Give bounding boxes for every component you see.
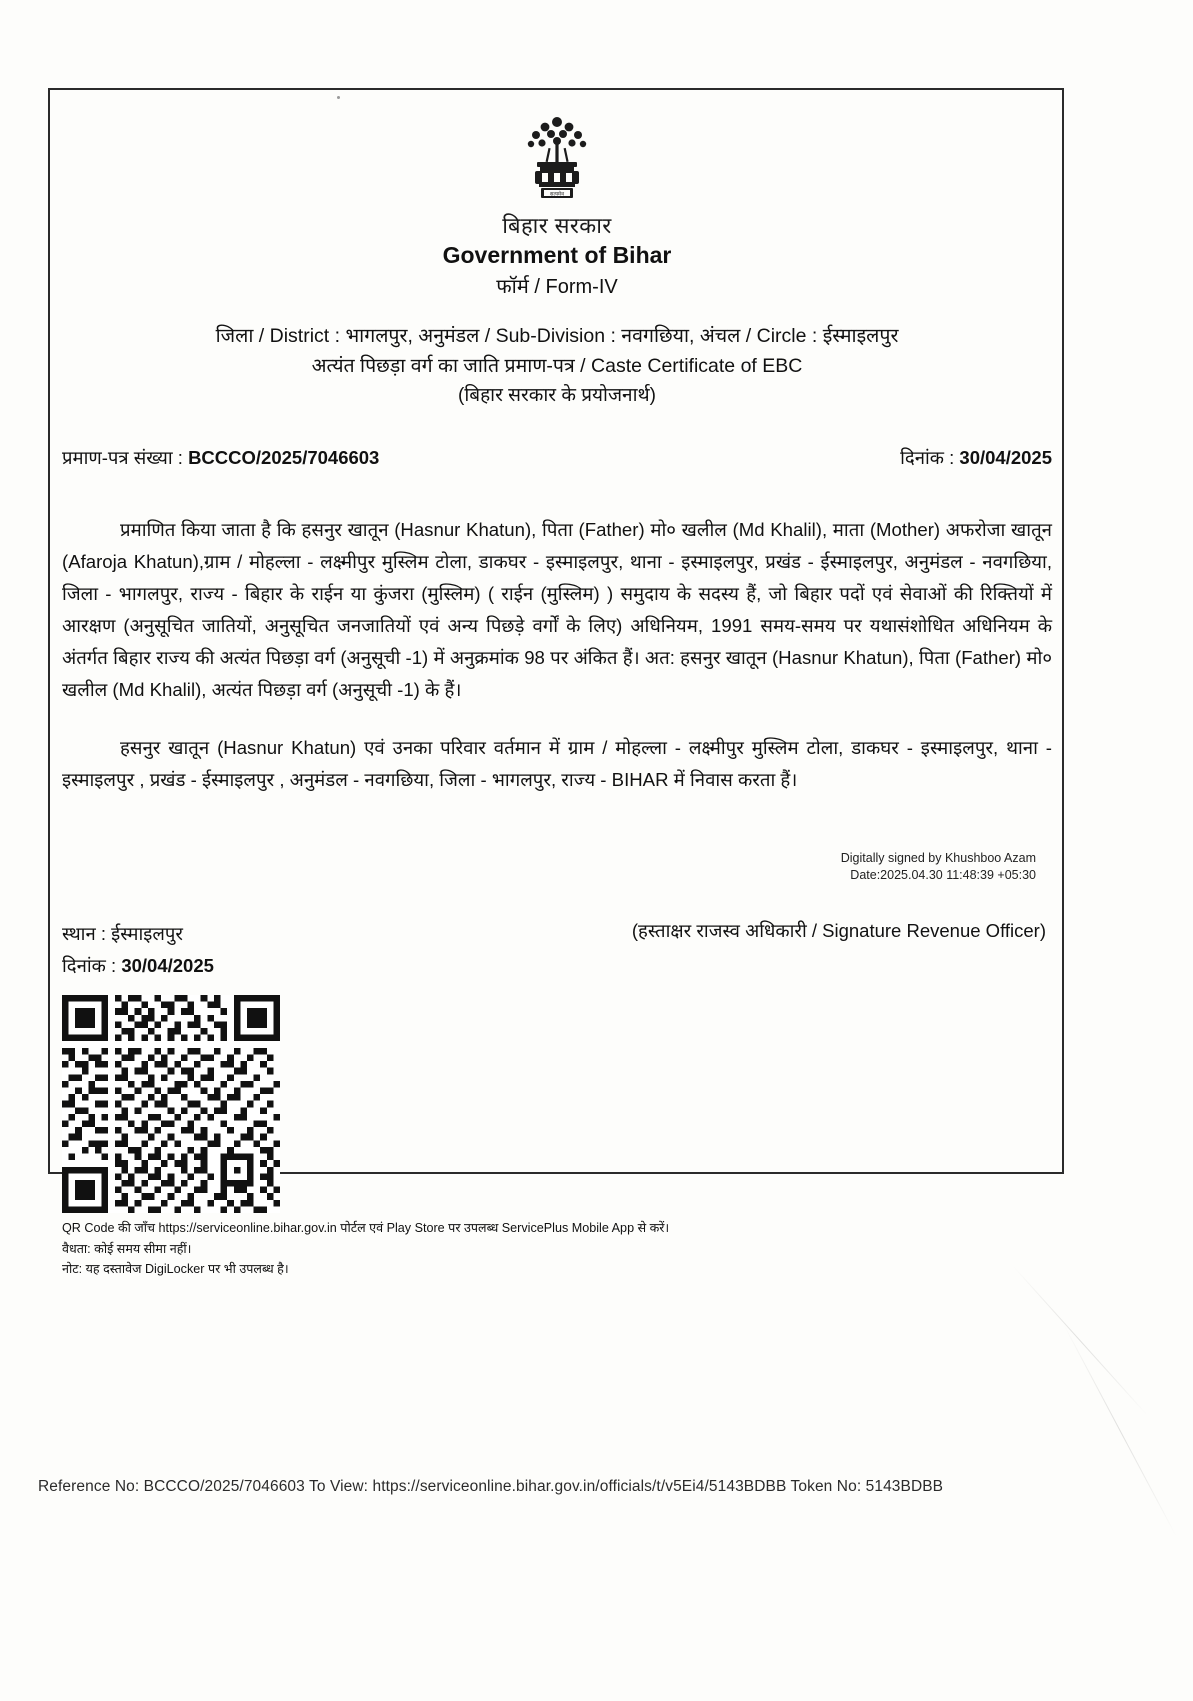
footer-date-label: दिनांक : xyxy=(62,954,122,976)
certificate-title: अत्यंत पिछड़ा वर्ग का जाति प्रमाण-पत्र / Caste Certificate of EBC xyxy=(311,355,803,378)
form-label: फॉर्म / Form-IV xyxy=(496,276,618,298)
place-date-block xyxy=(62,918,214,981)
scan-speck xyxy=(337,96,340,99)
qr-code xyxy=(62,995,280,1213)
emblem-container xyxy=(62,110,1052,206)
certificate-number-block xyxy=(62,445,379,470)
svg-text:सत्यमेव: सत्यमेव xyxy=(549,191,565,198)
issue-date-value: 30/04/2025 xyxy=(959,446,1052,468)
body-paragraph-1 xyxy=(62,514,1052,706)
gov-name-english: Government of Bihar xyxy=(442,242,672,268)
issue-date-block xyxy=(900,445,1052,470)
digital-signature-date: Date:2025.04.30 11:48:39 +05:30 xyxy=(850,867,1036,882)
footer-note-digilocker: नोट: यह दस्तावेज DigiLocker पर भी उपलब्ध है। xyxy=(62,1262,289,1277)
signature-officer-label: (हस्ताक्षर राजस्व अधिकारी / Signature Revenue Officer) xyxy=(631,920,1046,942)
digital-signature-block xyxy=(62,850,1052,885)
place-value: ईस्माइलपुर xyxy=(111,923,183,945)
body-paragraph-1-text: प्रमाणित किया जाता है कि हसनुर खातून (Hasnur Khatun), पिता (Father) मो० खलील (Md Khalil), माता (Mother) अफरोजा खातून (Afaroja Khatun),ग्राम / मोहल्ला - लक्ष्मीपुर मुस्लिम टोला, डाकघर - इस्माइलपुर, थाना - इस्माइलपुर, प्रखंड - ईस्माइलपुर, अनुमंडल - नवगछिया, जिला - भागलपुर, राज्य - बिहार के राईन या कुंजरा (मुस्लिम) ( राईन (मुस्लिम) ) समुदाय के सदस्य हैं, जो बिहार पदों एवं सेवाओं की रिक्तियों में आरक्षण (अनुसूचित जातियों, अनुसूचित जनजातियों एवं अन्य पिछड़े वर्गों के लिए) अधिनियम, 1991 समय-समय पर यथासंशोधित अधिनियम के अंतर्गत बिहार राज्य की अत्यंत पिछड़ा वर्ग (अनुसूची -1) में अनुक्रमांक 98 पर अंकित हैं। अत: हसनुर खातून (Hasnur Khatun), पिता (Father) मो० खलील (Md Khalil), अत्यंत पिछड़ा वर्ग (अनुसूची -1) के हैं। xyxy=(62,518,1052,700)
signature-row xyxy=(62,918,1052,981)
footer-note-qr: QR Code की जाँच https://serviceonline.bihar.gov.in पोर्टल एवं Play Store पर उपलब्ध ServicePlus Mobile App से करें। xyxy=(62,1221,670,1235)
gov-name-hindi: बिहार सरकार xyxy=(502,213,612,238)
footer-date-line xyxy=(62,950,214,981)
body-paragraph-2-text: हसनुर खातून (Hasnur Khatun) एवं उनका परिवार वर्तमान में ग्राम / मोहल्ला - लक्ष्मीपुर मुस्लिम टोला, डाकघर - इस्माइलपुर, थाना - इस्माइलपुर , प्रखंड - ईस्माइलपुर , अनुमंडल - नवगछिया, जिला - भागलपुर, राज्य - BIHAR में निवास करता हैं। xyxy=(62,736,1052,790)
digital-signature-signer: Digitally signed by Khushboo Azam xyxy=(840,850,1036,865)
india-state-emblem-icon xyxy=(511,110,603,206)
footer-date-value: 30/04/2025 xyxy=(121,954,214,976)
footer-note-validity: वैधता: कोई समय सीमा नहीं। xyxy=(62,1241,192,1256)
purpose-line: (बिहार सरकार के प्रयोजनार्थ) xyxy=(458,385,656,407)
district-line: जिला / District : भागलपुर, अनुमंडल / Sub-Division : नवगछिया, अंचल / Circle : ईस्माइलपुर xyxy=(215,325,899,347)
footer-notes xyxy=(62,1219,1052,1280)
certificate-number-label: प्रमाण-पत्र संख्या : xyxy=(62,446,189,468)
place-label: स्थान : xyxy=(62,923,112,945)
document-header xyxy=(62,210,1052,299)
issue-date-label: दिनांक : xyxy=(900,446,960,468)
body-paragraph-2 xyxy=(62,732,1052,796)
certificate-number-value: BCCCO/2025/7046603 xyxy=(188,446,380,468)
reference-line: Reference No: BCCCO/2025/7046603 To View: https://serviceonline.bihar.gov.in/officials/t/v5Ei4/5143BDBB Token No: 5143BDBB xyxy=(38,1478,944,1495)
certificate-content xyxy=(62,96,1052,1277)
meta-row xyxy=(62,445,1052,470)
place-line xyxy=(62,918,214,949)
